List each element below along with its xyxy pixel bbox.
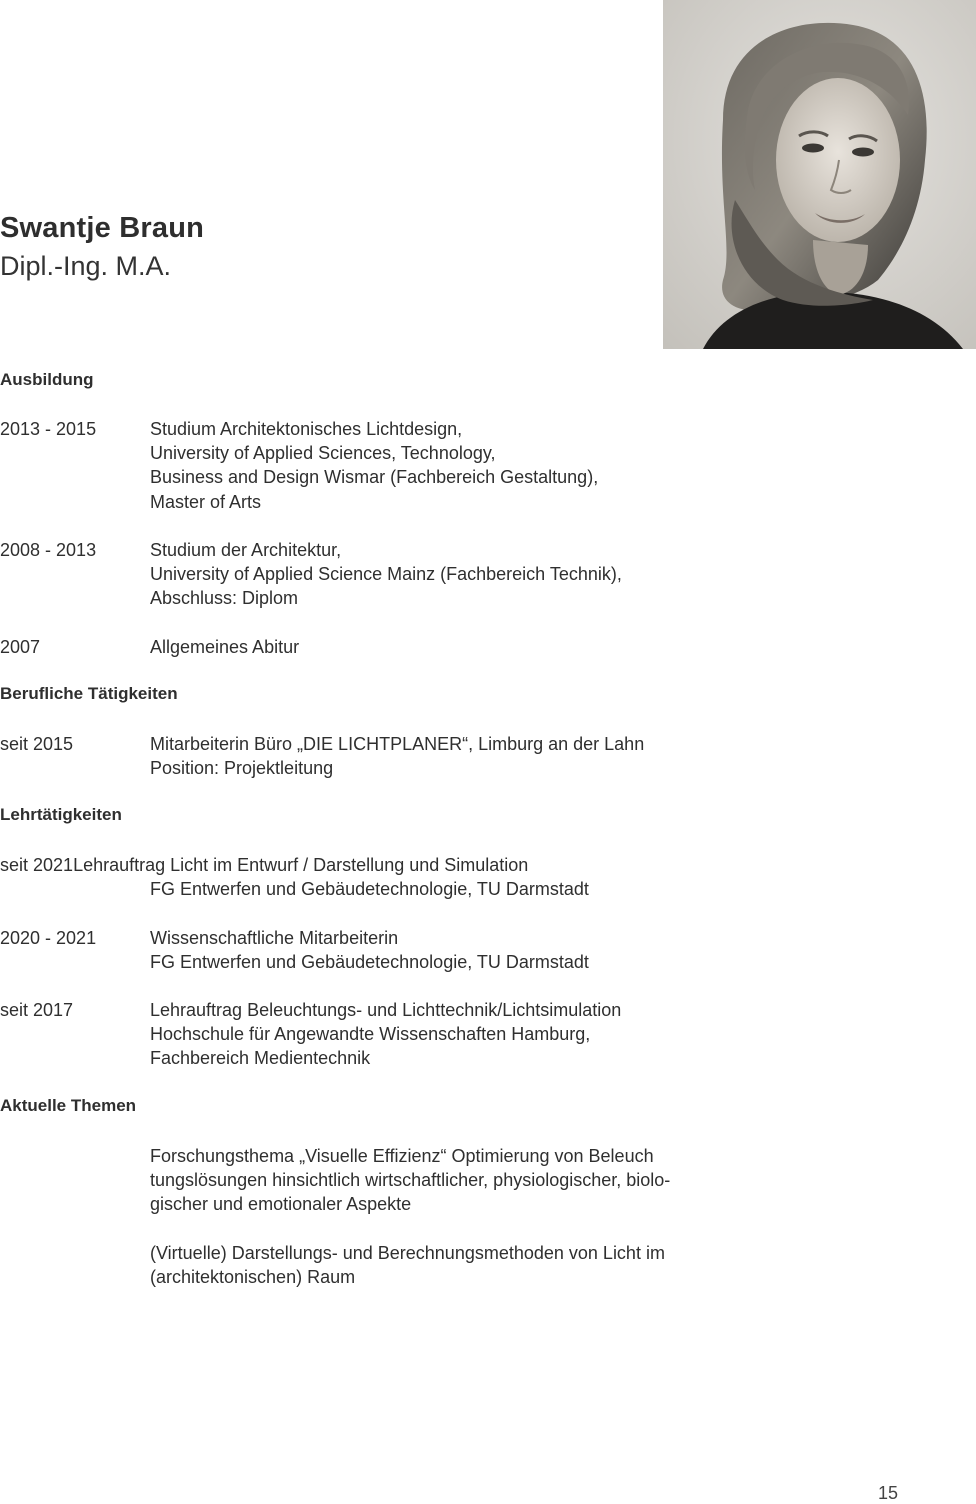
person-name: Swantje Braun bbox=[0, 212, 205, 244]
portrait-photo bbox=[663, 0, 976, 349]
entry-line: Position: Projektleitung bbox=[150, 758, 334, 779]
person-degree: Dipl.-Ing. M.A. bbox=[0, 251, 172, 281]
topic-line: Forschungsthema „Visuelle Effizienz“ Optimierung von Beleuch bbox=[150, 1146, 654, 1166]
entry-line: FG Entwerfen und Gebäudetechnologie, TU Darmstadt bbox=[150, 952, 589, 973]
entry-date: 2007 bbox=[0, 637, 41, 657]
entry-line: Studium Architektonisches Lichtdesign, bbox=[150, 419, 463, 439]
entry-line: University of Applied Science Mainz (Fachbereich Technik), bbox=[150, 564, 622, 585]
topic-text bbox=[150, 1144, 695, 1217]
page-number: 15 bbox=[878, 1483, 899, 1503]
entry-line: Abschluss: Diplom bbox=[150, 588, 299, 609]
topic-line: (Virtuelle) Darstellungs- und Berechnungsmethoden von Licht im bbox=[150, 1243, 665, 1263]
entry-line: Hochschule für Angewandte Wissenschaften Hamburg, bbox=[150, 1024, 591, 1045]
entry-first-line bbox=[0, 853, 700, 877]
entry-date: 2008 - 2013 bbox=[0, 540, 97, 560]
entry-text bbox=[150, 538, 695, 611]
entry-date: 2020 - 2021 bbox=[0, 928, 97, 948]
portrait-illustration bbox=[663, 0, 976, 349]
teaching-entry bbox=[0, 853, 700, 900]
topic-line: gischer und emotionaler Aspekte bbox=[150, 1194, 412, 1215]
section-heading-lehre: Lehrtätigkeiten bbox=[0, 805, 122, 824]
entry-line: Master of Arts bbox=[150, 491, 262, 512]
entry-text bbox=[150, 998, 695, 1071]
entry-text bbox=[150, 926, 695, 974]
entry-line: FG Entwerfen und Gebäudetechnologie, TU Darmstadt bbox=[150, 879, 589, 900]
section-heading-beruf: Berufliche Tätigkeiten bbox=[0, 684, 178, 703]
section-heading-ausbildung: Ausbildung bbox=[0, 370, 94, 389]
entry-line: Lehrauftrag Beleuchtungs- und Lichttechnik/Lichtsimulation bbox=[150, 1000, 622, 1020]
entry-line: Business and Design Wismar (Fachbereich Gestaltung), bbox=[150, 467, 599, 488]
entry-line: Fachbereich Medientechnik bbox=[150, 1048, 371, 1069]
entry-line: Mitarbeiterin Büro „DIE LICHTPLANER“, Limburg an der Lahn bbox=[150, 734, 645, 754]
topic-line: tungslösungen hinsichtlich wirtschaftlicher, physiologischer, biolo- bbox=[150, 1170, 671, 1191]
entry-line: Wissenschaftliche Mitarbeiterin bbox=[150, 928, 399, 948]
topic-line: (architektonischen) Raum bbox=[150, 1267, 356, 1288]
entry-line: Allgemeines Abitur bbox=[150, 637, 300, 657]
entry-date: 2013 - 2015 bbox=[0, 419, 97, 439]
section-heading-themen: Aktuelle Themen bbox=[0, 1096, 137, 1115]
topic-text bbox=[150, 1241, 695, 1289]
entry-line: University of Applied Sciences, Technology, bbox=[150, 443, 496, 464]
entry-line: Studium der Architektur, bbox=[150, 540, 342, 560]
entry-line: Lehrauftrag Licht im Entwurf / Darstellung und Simulation bbox=[73, 855, 529, 875]
entry-date: seit 2021 bbox=[0, 855, 74, 875]
entry-date: seit 2015 bbox=[0, 734, 74, 754]
entry-text bbox=[150, 417, 695, 514]
entry-date: seit 2017 bbox=[0, 1000, 74, 1020]
entry-text bbox=[150, 732, 695, 780]
entry-text bbox=[150, 635, 695, 659]
